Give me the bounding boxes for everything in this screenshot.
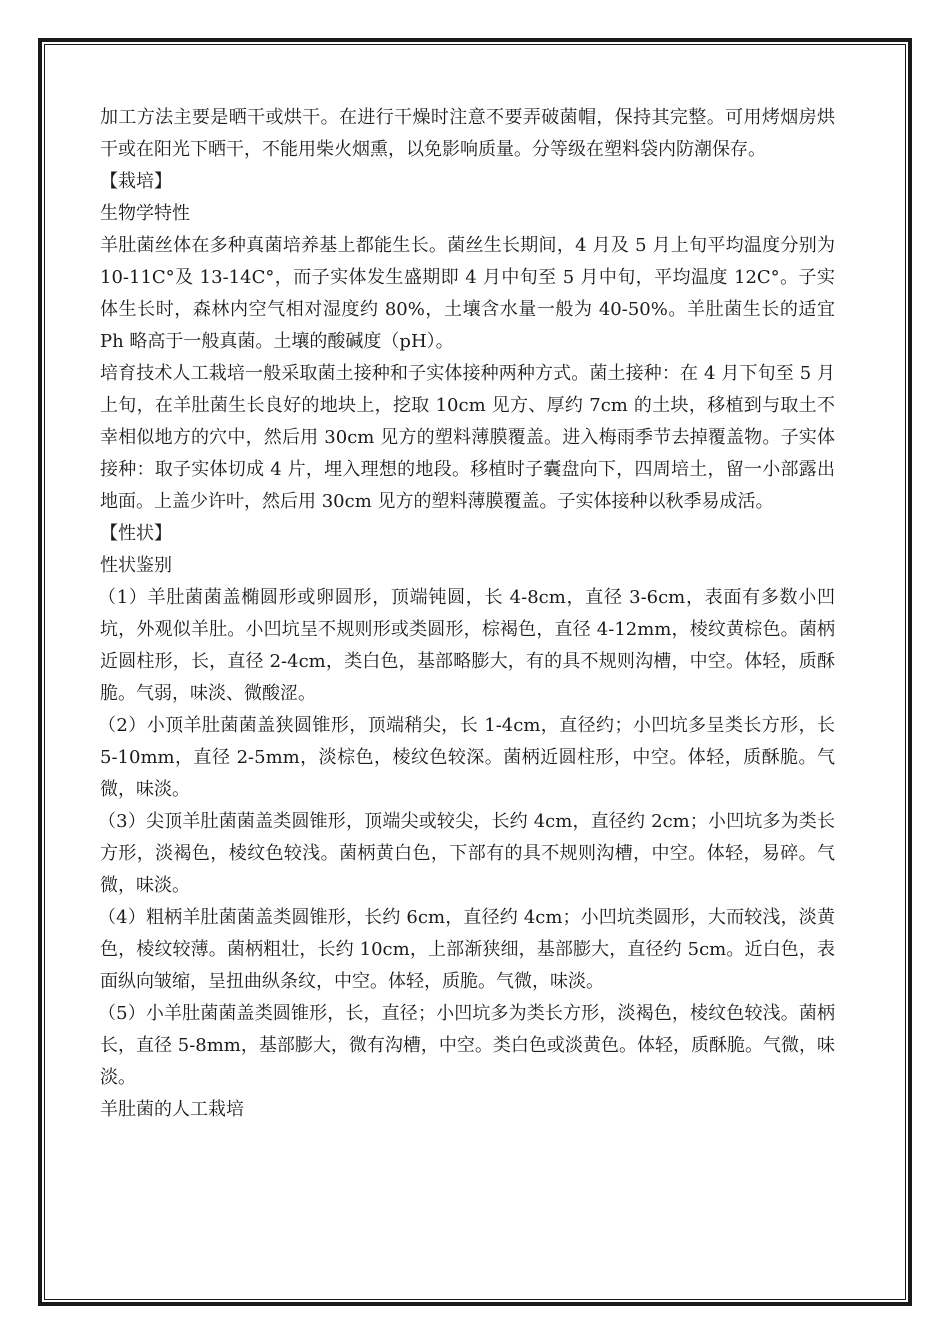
list-item: （2）小顶羊肚菌菌盖狭圆锥形，顶端稍尖，长 1-4cm，直径约；小凹坑多呈类长方形，长 5-10mm，直径 2-5mm，淡棕色，棱纹色较深。菌柄近圆柱形，中空。体轻，质酥脆。气微，味淡。 [98,715,835,800]
cultivation-technique-paragraph: 培育技术人工栽培一般采取菌土接种和子实体接种两种方式。菌土接种：在 4 月下旬至 5 月上旬，在羊肚菌生长良好的地块上，挖取 10cm 见方、厚约 7cm 的土块，移植到与取土不幸相似地方的穴中，然后用 30cm 见方的塑料薄膜覆盖。进入梅雨季节去掉覆盖物。子实体接种：取子实体切成 4 片，埋入理想的地段。移植时子囊盘向下，四周培土，留一小部露出地面。上盖少许叶，然后用 30cm 见方的塑料薄膜覆盖。子实体接种以秋季易成活。 [100,363,835,512]
list-item: （3）尖顶羊肚菌菌盖类圆锥形，顶端尖或较尖，长约 4cm，直径约 2cm；小凹坑多为类长方形，淡褐色，棱纹色较浅。菌柄黄白色，下部有的具不规则沟槽，中空。体轻，易碎。气微，味淡。 [98,811,835,896]
subheading-identification: 性状鉴别 [100,555,172,576]
list-item: （5）小羊肚菌菌盖类圆锥形，长，直径；小凹坑多为类长方形，淡褐色，棱纹色较浅。菌柄长，直径 5-8mm，基部膨大，微有沟槽，中空。类白色或淡黄色。体轻，质酥脆。气微，味淡。 [98,1003,835,1088]
subheading-biology: 生物学特性 [100,203,190,224]
section-heading-characteristics: 【性状】 [100,523,172,544]
list-item: （4）粗柄羊肚菌菌盖类圆锥形，长约 6cm，直径约 4cm；小凹坑类圆形，大而较浅，淡黄色，棱纹较薄。菌柄粗壮，长约 10cm，上部渐狭细，基部膨大，直径约 5cm。近白色，表面纵向皱缩，呈扭曲纵条纹，中空。体轻，质脆。气微，味淡。 [98,907,835,992]
section-heading-cultivation: 【栽培】 [100,171,172,192]
processing-paragraph: 加工方法主要是晒干或烘干。在进行干燥时注意不要弄破菌帽，保持其完整。可用烤烟房烘干或在阳光下晒干，不能用柴火烟熏，以免影响质量。分等级在塑料袋内防潮保存。 [100,107,835,160]
subheading-artificial-cultivation: 羊肚菌的人工栽培 [100,1099,244,1120]
list-item: （1）羊肚菌菌盖椭圆形或卵圆形，顶端钝圆，长 4-8cm，直径 3-6cm，表面有多数小凹坑，外观似羊肚。小凹坑呈不规则形或类圆形，棕褐色，直径 4-12mm，棱纹黄棕色。菌柄近圆柱形，长，直径 2-4cm，类白色，基部略膨大，有的具不规则沟槽，中空。体轻，质酥脆。气弱，味淡、微酸涩。 [98,587,835,704]
document-body [100,102,835,1126]
biology-paragraph: 羊肚菌丝体在多种真菌培养基上都能生长。菌丝生长期间，4 月及 5 月上旬平均温度分别为 10-11C°及 13-14C°，而子实体发生盛期即 4 月中旬至 5 月中旬，平均温度 12C°。子实体生长时，森林内空气相对湿度约 80%，土壤含水量一般为 40-50%。羊肚菌生长的适宜 Ph 略高于一般真菌。土壤的酸碱度（pH）。 [100,235,835,352]
